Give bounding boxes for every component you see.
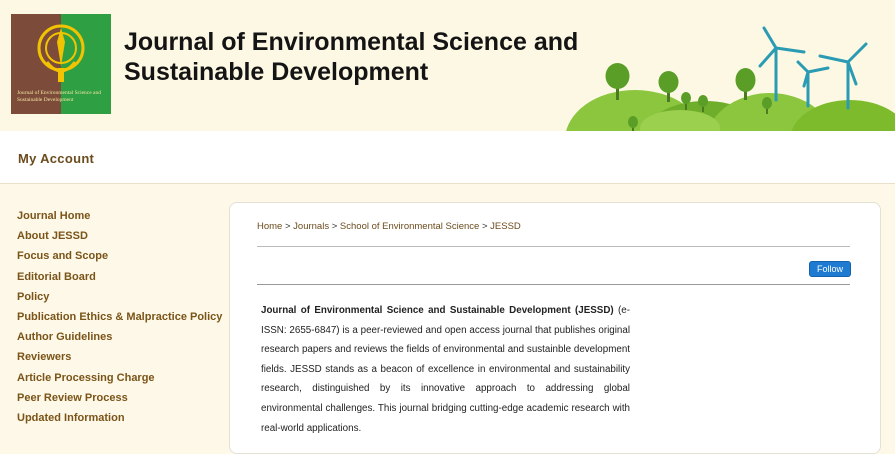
logo-caption: Journal of Environmental Science and Sustainable Development [17, 90, 102, 103]
journal-title [124, 27, 578, 87]
hills-windmill-illustration [560, 0, 895, 131]
journal-logo[interactable] [11, 14, 111, 114]
breadcrumb-sep: > [479, 221, 491, 232]
breadcrumb-home[interactable]: Home [257, 221, 283, 232]
sidebar-item-policy[interactable]: Policy [17, 290, 50, 303]
sidebar-item-about[interactable]: About JESSD [17, 230, 88, 243]
sidebar-item-journal-home[interactable]: Journal Home [17, 210, 91, 222]
sidebar-item-focus-scope[interactable]: Focus and Scope [17, 250, 109, 263]
title-line-1: Journal of Environmental Science and [124, 28, 579, 56]
sidebar-item-editorial-board[interactable]: Editorial Board [17, 270, 96, 283]
divider [257, 246, 850, 247]
title-line-2: Sustainable Development [124, 58, 429, 86]
journal-name-bold: Journal of Environmental Science and Sustainable Development (JESSD) [261, 305, 614, 316]
sidebar-item-peer-review[interactable]: Peer Review Process [17, 391, 128, 404]
site-header [0, 0, 895, 131]
breadcrumb-journals[interactable]: Journals [293, 221, 330, 232]
breadcrumb-school[interactable]: School of Environmental Science [339, 221, 480, 232]
breadcrumb-sep: > [282, 221, 294, 232]
account-bar [0, 131, 895, 184]
emblem-icon [35, 22, 87, 86]
sidebar-item-updated-info[interactable]: Updated Information [17, 411, 125, 424]
follow-button[interactable]: Follow [809, 261, 851, 277]
breadcrumb-sep: > [329, 221, 340, 232]
sidebar-item-apc[interactable]: Article Processing Charge [17, 371, 155, 384]
sidebar-item-reviewers[interactable]: Reviewers [17, 351, 72, 364]
my-account-heading[interactable]: My Account [18, 151, 95, 166]
journal-description [261, 301, 630, 438]
sidebar-nav [17, 207, 222, 429]
sidebar-item-ethics[interactable]: Publication Ethics & Malpractice Policy [17, 310, 223, 323]
journal-description-text: (e-ISSN: 2655-6847) is a peer-reviewed and open access journal that publishes original research papers and reviews the fields of environmental and sustainble development fields. JESSD stands as a beacon of excellence in environmental and sustainability research, distinguished by its innovative approach to addressing global environmental challenges. This journal bridging cutting-edge academic research with real-world applications. [261, 305, 631, 434]
divider [257, 284, 850, 285]
sidebar-item-author-guidelines[interactable]: Author Guidelines [17, 331, 113, 344]
breadcrumb-current[interactable]: JESSD [490, 221, 521, 232]
breadcrumb [257, 221, 521, 232]
